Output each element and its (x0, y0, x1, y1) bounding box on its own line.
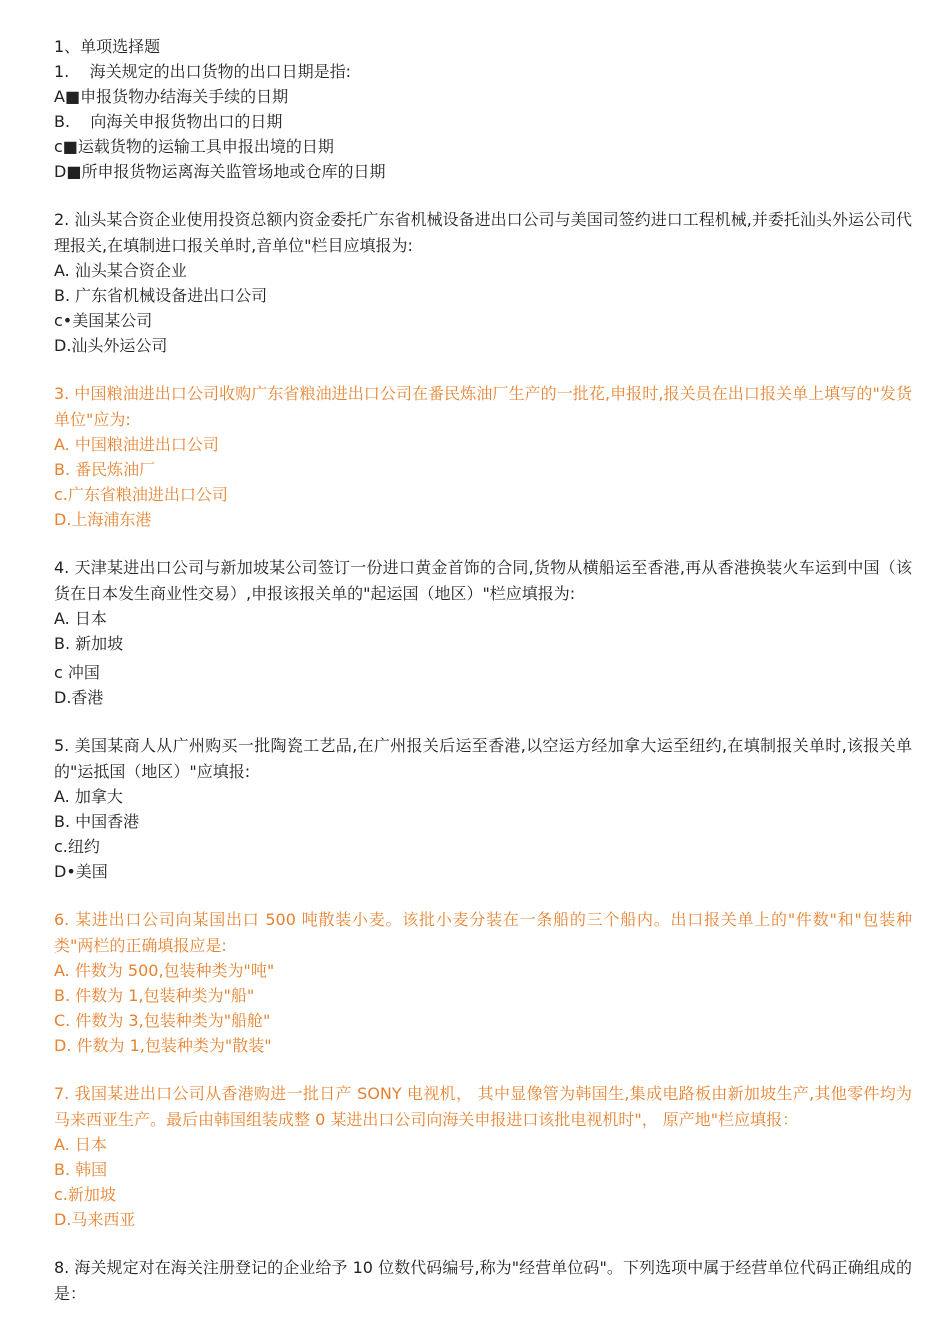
option-b: B. 新加坡 (54, 634, 124, 653)
option-d: D.马来西亚 (54, 1210, 136, 1229)
option-d: D.上海浦东港 (54, 510, 152, 529)
option-c: c•美国某公司 (54, 311, 153, 330)
question-stem: 5. 美国某商人从广州购买一批陶瓷工艺品,在广州报关后运至香港,以空运方经加拿大运至纽约,在填制报关单时,该报关单的"运抵国（地区）"应填报: (54, 736, 912, 781)
option-c: c 冲国 (54, 663, 100, 682)
option-d: D•美国 (54, 862, 108, 881)
option-b: B. 中国香港 (54, 812, 140, 831)
option-c: C. 件数为 3,包装种类为"船舱" (54, 1011, 271, 1030)
question-3 (54, 381, 950, 532)
option-c: c.新加坡 (54, 1185, 116, 1204)
question-stem: 8. 海关规定对在海关注册登记的企业给予 10 位数代码编号,称为"经营单位码"。下列选项中属于经营单位代码正确组成的是： (54, 1258, 912, 1303)
question-stem: 2. 汕头某合资企业使用投资总额内资金委托广东省机械设备进出口公司与美国司签约进口工程机械,并委托汕头外运公司代理报关,在填制进口报关单时,音单位"栏目应填报为: (54, 210, 912, 255)
question-2 (54, 207, 950, 358)
question-5 (54, 733, 950, 884)
option-a: A. 件数为 500,包装种类为"吨" (54, 961, 275, 980)
question-6 (54, 907, 950, 1058)
option-d: D.汕头外运公司 (54, 336, 168, 355)
option-d: D.香港 (54, 688, 104, 707)
option-a: A. 中国粮油进出口公司 (54, 435, 219, 454)
question-4 (54, 555, 950, 710)
option-b: B. 广东省机械设备进出口公司 (54, 286, 268, 305)
question-1 (54, 59, 950, 184)
option-c: c■运载货物的运输工具申报出境的日期 (54, 137, 334, 156)
question-8 (54, 1255, 950, 1306)
option-c: c.广东省粮油进出口公司 (54, 485, 228, 504)
question-stem: 1. 海关规定的出口货物的出口日期是指: (54, 62, 352, 81)
option-b: B. 番民炼油厂 (54, 460, 156, 479)
option-a: A. 汕头某合资企业 (54, 261, 187, 280)
section-title: 1、单项选择题 (54, 37, 161, 56)
option-a: A. 日本 (54, 1135, 107, 1154)
option-d: D■所申报货物运离海关监管场地或仓库的日期 (54, 162, 386, 181)
question-stem: 3. 中国粮油进出口公司收购广东省粮油进出口公司在番民炼油厂生产的一批花,申报时,报关员在出口报关单上填写的"发货单位"应为: (54, 384, 912, 429)
option-a: A. 日本 (54, 609, 107, 628)
option-d: D. 件数为 1,包装种类为"散装" (54, 1036, 272, 1055)
option-b: B. 韩国 (54, 1160, 108, 1179)
option-b: B. 向海关申报货物出口的日期 (54, 112, 283, 131)
question-stem: 4. 天津某进出口公司与新加坡某公司签订一份进口黄金首饰的合同,货物从横船运至香港,再从香港换装火车运到中国（该货在日本发生商业性交易）,申报该报关单的"起运国（地区）"栏应填报为: (54, 558, 912, 603)
question-7 (54, 1081, 950, 1232)
option-c: c.纽约 (54, 837, 100, 856)
question-stem: 7. 我国某进出口公司从香港购进一批日产 SONY 电视机， 其中显像管为韩国生,集成电路板由新加坡生产,其他零件均为马来西亚生产。最后由韩国组装成整 0 某进出口公司向海关申报进口该批电视机时"， 原产地"栏应填报： (54, 1084, 912, 1129)
option-b: B. 件数为 1,包装种类为"船" (54, 986, 255, 1005)
option-a: A■申报货物办结海关手续的日期 (54, 87, 289, 106)
question-stem: 6. 某进出口公司向某国出口 500 吨散装小麦。该批小麦分装在一条船的三个船内。出口报关单上的"件数"和"包装种类"两栏的正确填报应是: (54, 910, 912, 955)
option-a: A. 加拿大 (54, 787, 123, 806)
